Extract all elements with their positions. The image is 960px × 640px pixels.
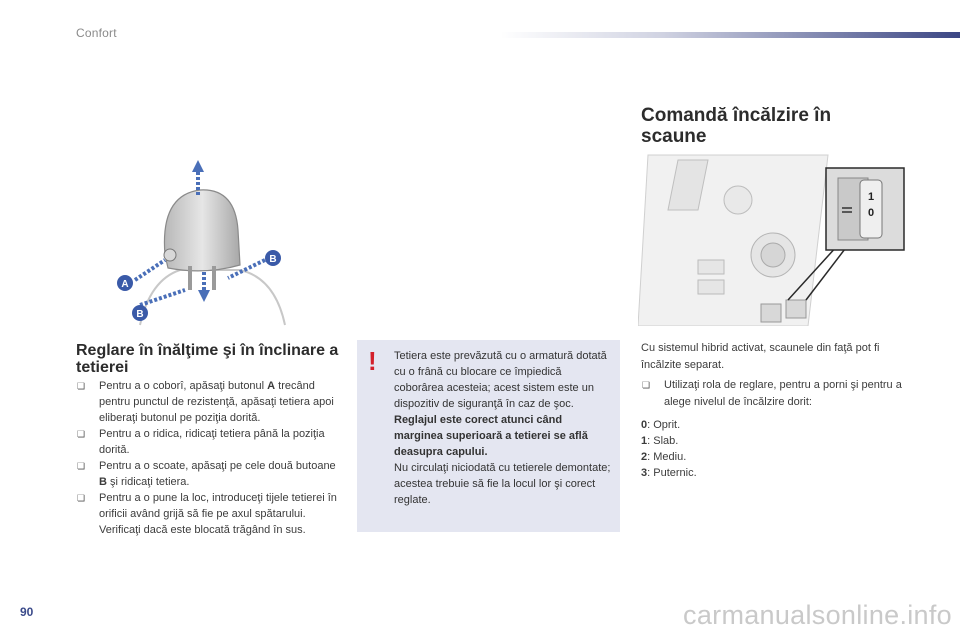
svg-text:B: B [269, 254, 277, 265]
heating-levels [641, 417, 841, 481]
level-item: 1: Slab. [641, 435, 679, 447]
list-item: ❏ Pentru a o coborî, apăsaţi butonul A trecând pentru punctul de rezistenţă, apăsaţi tetiera apoi eliberaţi butonul pe poziţia dorită. [77, 380, 334, 424]
warning-box [357, 340, 620, 532]
svg-text:A: A [121, 279, 129, 290]
seat-heating-title: Comandă încălzire în scaune [641, 105, 832, 147]
level-item: 2: Mediu. [641, 451, 687, 463]
headrest-illustration [110, 160, 310, 328]
headrest-post-left [188, 266, 192, 290]
page-number: 90 [20, 605, 34, 619]
svg-text:1: 1 [867, 191, 875, 203]
seat-heat-button-left [761, 304, 781, 322]
seat-heating-intro: Cu sistemul hibrid activat, scaunele din faţă pot fi încălzite separat. [641, 342, 880, 371]
watermark: carmanualsonline.info [683, 600, 952, 630]
warning-icon: ! [368, 346, 377, 376]
section-title: Confort [76, 26, 117, 40]
level-item: 0: Oprit. [641, 419, 681, 431]
headrest-instructions [76, 378, 346, 538]
list-item: ❏ Utilizaţi rola de reglare, pentru a porni şi pentru a alege nivelul de încălzire dorit: [642, 379, 902, 408]
button-a-shape [164, 249, 176, 261]
headrest-body [164, 190, 240, 271]
seat-heating-instruction [641, 377, 911, 411]
list-item: ❏ Pentru a o pune la loc, introduceţi tijele tetierei în orificii având grijă să fie pe axul spătarului. Verificaţi dacă este blocată trăgând în sus. [77, 492, 337, 536]
headrest-post-right [212, 266, 216, 290]
level-item: 3: Puternic. [641, 467, 697, 479]
header-bar [500, 32, 960, 38]
list-item: ❏ Pentru a o ridica, ridicaţi tetiera până la poziţia dorită. [77, 428, 325, 456]
list-item: ❏ Pentru a o scoate, apăsaţi pe cele două butoane B şi ridicaţi tetiera. [77, 460, 336, 488]
svg-text:0: 0 [867, 207, 875, 219]
headrest-title: Reglare în înălţime şi în înclinare a tetierei [76, 342, 339, 376]
warning-text: Tetiera este prevăzută cu o armatură dotată cu o frână cu blocare ce împiedică coborârea acesteia; acest sistem este un dispozitiv de siguranţă în caz de şoc. Reglajul este corect atunci când marginea superioară a tetierei se află deasupra capului. Nu circulaţi niciodată cu tetierele demontate; acestea trebuie să fie la locul lor şi corect reglate. [394, 350, 611, 506]
seat-heating-illustration [638, 150, 906, 326]
seat-heat-button-right [786, 300, 806, 318]
svg-text:B: B [136, 309, 144, 320]
